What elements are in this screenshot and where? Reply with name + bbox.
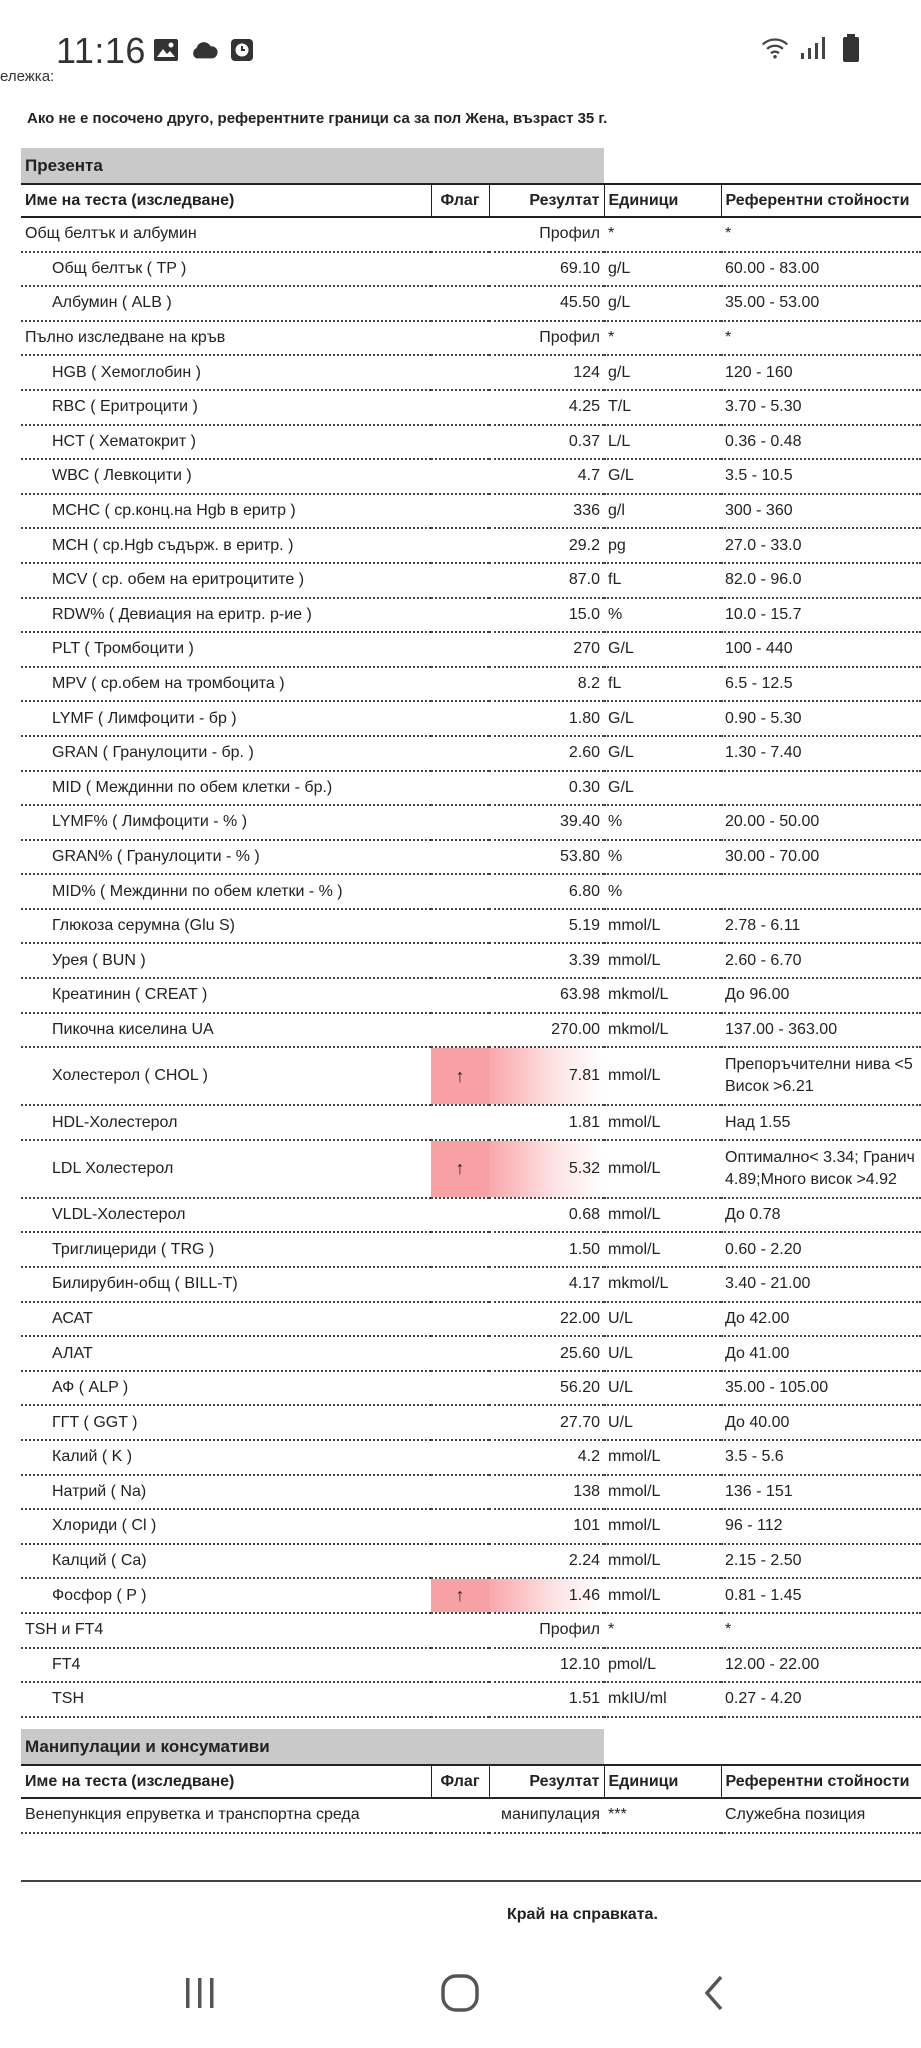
cell-test-name: MID ( Междинни по обем клетки - бр.) xyxy=(21,771,431,806)
cell-units: mmol/L xyxy=(604,1440,721,1475)
table-row xyxy=(21,1648,921,1683)
cell-units: g/L xyxy=(604,286,721,321)
cell-reference: До 0.78 xyxy=(721,1198,921,1233)
table-row xyxy=(21,286,921,321)
table-row xyxy=(21,598,921,633)
table-row xyxy=(21,874,921,909)
table-row xyxy=(21,1047,921,1105)
cell-units: fL xyxy=(604,563,721,598)
cell-result: 1.51 xyxy=(489,1682,604,1717)
cell-flag xyxy=(431,1544,489,1579)
cell-result: 69.10 xyxy=(489,252,604,287)
cell-flag xyxy=(431,1405,489,1440)
cell-result: 3.39 xyxy=(489,943,604,978)
table-row xyxy=(21,736,921,771)
cell-result: 8.2 xyxy=(489,667,604,702)
cell-test-name: Фосфор ( P ) xyxy=(21,1578,431,1613)
cell-flag xyxy=(431,1798,489,1833)
cell-test-name: АФ ( ALP ) xyxy=(21,1371,431,1406)
cell-flag xyxy=(431,321,489,356)
status-bar xyxy=(0,0,921,96)
cell-test-name: MCV ( ср. обем на еритроцитите ) xyxy=(21,563,431,598)
cell-result: 15.0 xyxy=(489,598,604,633)
cell-reference: 0.90 - 5.30 xyxy=(721,701,921,736)
table-row xyxy=(21,459,921,494)
cell-units: mkIU/ml xyxy=(604,1682,721,1717)
col-header-ref: Референтни стойности xyxy=(721,1765,921,1798)
cell-reference: 0.81 - 1.45 xyxy=(721,1578,921,1613)
cell-result: 270 xyxy=(489,632,604,667)
cell-reference: 100 - 440 xyxy=(721,632,921,667)
table-row xyxy=(21,667,921,702)
table-row xyxy=(21,771,921,806)
cell-test-name: MCH ( ср.Hgb съдърж. в еритр. ) xyxy=(21,528,431,563)
cell-reference: 300 - 360 xyxy=(721,494,921,529)
cell-reference: * xyxy=(721,321,921,356)
cell-units: fL xyxy=(604,667,721,702)
table-row xyxy=(21,1509,921,1544)
cell-units: pg xyxy=(604,528,721,563)
cell-reference: 35.00 - 53.00 xyxy=(721,286,921,321)
cell-flag xyxy=(431,771,489,806)
cell-units: mmol/L xyxy=(604,1475,721,1510)
cell-result: 53.80 xyxy=(489,840,604,875)
table-row xyxy=(21,1232,921,1267)
cell-reference: 3.40 - 21.00 xyxy=(721,1267,921,1302)
cell-flag: ↑ xyxy=(431,1140,489,1198)
report-end-divider xyxy=(21,1880,921,1882)
cell-test-name: PLT ( Тромбоцити ) xyxy=(21,632,431,667)
cell-result: 22.00 xyxy=(489,1302,604,1337)
table-header-row xyxy=(21,184,921,217)
cell-units: mmol/L xyxy=(604,909,721,944)
cell-test-name: Глюкоза серумна (Glu S) xyxy=(21,909,431,944)
cell-test-name: GRAN% ( Гранулоцити - % ) xyxy=(21,840,431,875)
cell-reference: Препоръчителни нива <5 Висок >6.21 xyxy=(721,1047,921,1105)
cell-test-name: LYMF ( Лимфоцити - бр ) xyxy=(21,701,431,736)
reference-intro: Ако не е посочено друго, референтните граници са за пол Жена, възраст 35 г. xyxy=(27,110,608,127)
cell-reference: До 40.00 xyxy=(721,1405,921,1440)
cell-reference: До 41.00 xyxy=(721,1336,921,1371)
cell-reference: 20.00 - 50.00 xyxy=(721,805,921,840)
cell-flag xyxy=(431,1336,489,1371)
cell-test-name: FT4 xyxy=(21,1648,431,1683)
cell-reference: До 42.00 xyxy=(721,1302,921,1337)
cell-reference: 6.5 - 12.5 xyxy=(721,667,921,702)
cell-reference xyxy=(721,771,921,806)
cell-test-name: Общ белтък и албумин xyxy=(21,217,431,252)
cell-reference: Над 1.55 xyxy=(721,1105,921,1140)
clock-app-icon xyxy=(228,36,256,64)
cell-test-name: Триглицериди ( TRG ) xyxy=(21,1232,431,1267)
cell-flag xyxy=(431,1198,489,1233)
navigation-bar xyxy=(0,1938,921,2048)
cell-units: G/L xyxy=(604,459,721,494)
table-row xyxy=(21,1544,921,1579)
cell-flag xyxy=(431,217,489,252)
cell-flag xyxy=(431,978,489,1013)
cell-test-name: Общ белтък ( TP ) xyxy=(21,252,431,287)
cell-result: 0.37 xyxy=(489,425,604,460)
cell-units: mkmol/L xyxy=(604,1013,721,1048)
col-header-units: Единици xyxy=(604,1765,721,1798)
signal-icon xyxy=(799,34,827,62)
battery-icon xyxy=(837,34,865,62)
col-header-name: Име на теста (изследване) xyxy=(21,1765,431,1798)
cell-flag xyxy=(431,1105,489,1140)
cell-result: 5.19 xyxy=(489,909,604,944)
cell-test-name: MCHC ( ср.конц.на Hgb в еритр ) xyxy=(21,494,431,529)
table-row xyxy=(21,217,921,252)
cell-test-name: HGB ( Хемоглобин ) xyxy=(21,355,431,390)
cell-flag xyxy=(431,494,489,529)
cell-reference: 2.60 - 6.70 xyxy=(721,943,921,978)
cell-units: % xyxy=(604,805,721,840)
cell-flag xyxy=(431,1648,489,1683)
cell-flag xyxy=(431,1440,489,1475)
cell-units: U/L xyxy=(604,1336,721,1371)
cell-test-name: HCT ( Хематокрит ) xyxy=(21,425,431,460)
cell-flag xyxy=(431,1232,489,1267)
table-row xyxy=(21,425,921,460)
cell-test-name: LYMF% ( Лимфоцити - % ) xyxy=(21,805,431,840)
cell-result: 6.80 xyxy=(489,874,604,909)
table-row xyxy=(21,1798,921,1833)
cell-result: 138 xyxy=(489,1475,604,1510)
cell-flag xyxy=(431,1013,489,1048)
cell-result: 5.32 xyxy=(489,1140,604,1198)
table-row xyxy=(21,1613,921,1648)
table-row xyxy=(21,494,921,529)
table-row xyxy=(21,840,921,875)
cell-reference: 120 - 160 xyxy=(721,355,921,390)
cell-units: * xyxy=(604,1613,721,1648)
cell-reference: 3.70 - 5.30 xyxy=(721,390,921,425)
cell-reference: Служебна позиция xyxy=(721,1798,921,1833)
cell-result: 63.98 xyxy=(489,978,604,1013)
cell-result: 45.50 xyxy=(489,286,604,321)
status-time: 11:16 xyxy=(56,30,146,71)
cell-flag xyxy=(431,1682,489,1717)
table-row xyxy=(21,805,921,840)
cell-result: 4.7 xyxy=(489,459,604,494)
cell-units: G/L xyxy=(604,632,721,667)
cell-test-name: Пикочна киселина UA xyxy=(21,1013,431,1048)
cell-reference: 82.0 - 96.0 xyxy=(721,563,921,598)
cell-result: 336 xyxy=(489,494,604,529)
cell-reference: 60.00 - 83.00 xyxy=(721,252,921,287)
cell-reference: * xyxy=(721,1613,921,1648)
cell-units: mmol/L xyxy=(604,1140,721,1198)
cell-units: L/L xyxy=(604,425,721,460)
cell-test-name: Холестерол ( CHOL ) xyxy=(21,1047,431,1105)
cell-test-name: RBC ( Еритроцити ) xyxy=(21,390,431,425)
results-body-manipulations xyxy=(21,1798,921,1833)
note-label: ележка: xyxy=(0,68,55,85)
cell-units: U/L xyxy=(604,1302,721,1337)
cell-units: G/L xyxy=(604,771,721,806)
cell-result: 56.20 xyxy=(489,1371,604,1406)
results-table-manipulations xyxy=(21,1764,921,1834)
cell-reference: 137.00 - 363.00 xyxy=(721,1013,921,1048)
cell-result: 27.70 xyxy=(489,1405,604,1440)
cell-result: Профил xyxy=(489,1613,604,1648)
cell-units: mmol/L xyxy=(604,1198,721,1233)
cell-units: g/L xyxy=(604,355,721,390)
results-table-presenta xyxy=(21,183,921,1718)
cell-reference: 3.5 - 10.5 xyxy=(721,459,921,494)
cell-test-name: RDW% ( Девиация на еритр. р-ие ) xyxy=(21,598,431,633)
cell-flag xyxy=(431,598,489,633)
cell-flag xyxy=(431,355,489,390)
cell-reference: * xyxy=(721,217,921,252)
cell-test-name: Креатинин ( CREAT ) xyxy=(21,978,431,1013)
cell-test-name: MID% ( Междинни по обем клетки - % ) xyxy=(21,874,431,909)
cell-test-name: MPV ( ср.обем на тромбоцита ) xyxy=(21,667,431,702)
cell-units: U/L xyxy=(604,1371,721,1406)
cell-reference: 12.00 - 22.00 xyxy=(721,1648,921,1683)
section-header-presenta: Презента xyxy=(21,148,604,183)
cell-test-name: VLDL-Холестерол xyxy=(21,1198,431,1233)
table-row xyxy=(21,1371,921,1406)
back-icon[interactable] xyxy=(684,1968,744,2018)
cell-flag xyxy=(431,459,489,494)
table-row xyxy=(21,528,921,563)
cell-flag xyxy=(431,1613,489,1648)
cell-units: G/L xyxy=(604,736,721,771)
cell-result: 87.0 xyxy=(489,563,604,598)
cell-result: 101 xyxy=(489,1509,604,1544)
cell-flag xyxy=(431,1302,489,1337)
cell-result: Профил xyxy=(489,321,604,356)
cell-units: T/L xyxy=(604,390,721,425)
cell-result: 0.68 xyxy=(489,1198,604,1233)
cell-result: 1.80 xyxy=(489,701,604,736)
cell-flag: ↑ xyxy=(431,1578,489,1613)
cell-reference: 10.0 - 15.7 xyxy=(721,598,921,633)
cell-test-name: Билирубин-общ ( BILL-T) xyxy=(21,1267,431,1302)
cell-units: mmol/L xyxy=(604,1509,721,1544)
home-icon[interactable] xyxy=(430,1968,490,2018)
cell-test-name: Албумин ( ALB ) xyxy=(21,286,431,321)
cell-units: mmol/L xyxy=(604,1544,721,1579)
cell-reference: 2.15 - 2.50 xyxy=(721,1544,921,1579)
cell-result: 12.10 xyxy=(489,1648,604,1683)
cell-units: G/L xyxy=(604,701,721,736)
cell-result: Профил xyxy=(489,217,604,252)
cell-reference: 0.36 - 0.48 xyxy=(721,425,921,460)
cell-flag xyxy=(431,805,489,840)
cell-flag xyxy=(431,736,489,771)
cell-test-name: LDL Холестерол xyxy=(21,1140,431,1198)
cell-units: mkmol/L xyxy=(604,1267,721,1302)
cell-reference: 136 - 151 xyxy=(721,1475,921,1510)
cell-units: g/L xyxy=(604,252,721,287)
cell-result: 1.81 xyxy=(489,1105,604,1140)
section-header-manipulations: Манипулации и консумативи xyxy=(21,1729,604,1764)
cell-result: 2.24 xyxy=(489,1544,604,1579)
cell-flag xyxy=(431,909,489,944)
col-header-result: Резултат xyxy=(489,1765,604,1798)
cell-reference: 1.30 - 7.40 xyxy=(721,736,921,771)
cell-reference: 96 - 112 xyxy=(721,1509,921,1544)
cell-units: mmol/L xyxy=(604,943,721,978)
cell-flag: ↑ xyxy=(431,1047,489,1105)
cell-flag xyxy=(431,701,489,736)
cell-result: манипулация xyxy=(489,1798,604,1833)
cell-reference: 30.00 - 70.00 xyxy=(721,840,921,875)
cell-reference: 0.60 - 2.20 xyxy=(721,1232,921,1267)
cell-test-name: АСАТ xyxy=(21,1302,431,1337)
cell-flag xyxy=(431,667,489,702)
table-row xyxy=(21,321,921,356)
status-right-icons xyxy=(761,34,865,62)
cell-reference xyxy=(721,874,921,909)
cell-test-name: Венепункция епруветка и транспортна среда xyxy=(21,1798,431,1833)
cell-units: U/L xyxy=(604,1405,721,1440)
table-row xyxy=(21,355,921,390)
cell-flag xyxy=(431,286,489,321)
cell-units: pmol/L xyxy=(604,1648,721,1683)
col-header-flag: Флаг xyxy=(431,1765,489,1798)
cell-flag xyxy=(431,563,489,598)
table-row xyxy=(21,701,921,736)
col-header-result: Резултат xyxy=(489,184,604,217)
cell-test-name: Калций ( Ca) xyxy=(21,1544,431,1579)
table-row xyxy=(21,252,921,287)
cell-result: 124 xyxy=(489,355,604,390)
cell-reference: 27.0 - 33.0 xyxy=(721,528,921,563)
cell-test-name: Урея ( BUN ) xyxy=(21,943,431,978)
cell-flag xyxy=(431,874,489,909)
col-header-name: Име на теста (изследване) xyxy=(21,184,431,217)
table-row xyxy=(21,1198,921,1233)
cell-flag xyxy=(431,1509,489,1544)
cell-test-name: Натрий ( Na) xyxy=(21,1475,431,1510)
cell-test-name: Калий ( K ) xyxy=(21,1440,431,1475)
cell-test-name: TSH xyxy=(21,1682,431,1717)
cell-result: 4.2 xyxy=(489,1440,604,1475)
cell-reference: 0.27 - 4.20 xyxy=(721,1682,921,1717)
cell-result: 29.2 xyxy=(489,528,604,563)
cell-units: % xyxy=(604,840,721,875)
status-left-icons xyxy=(152,36,256,64)
cell-units: % xyxy=(604,874,721,909)
table-row xyxy=(21,390,921,425)
cell-flag xyxy=(431,1371,489,1406)
cell-units: *** xyxy=(604,1798,721,1833)
cell-test-name: Пълно изследване на кръв xyxy=(21,321,431,356)
table-header-row xyxy=(21,1765,921,1798)
col-header-units: Единици xyxy=(604,184,721,217)
cell-units: mmol/L xyxy=(604,1578,721,1613)
cell-test-name: HDL-Холестерол xyxy=(21,1105,431,1140)
cell-units: mmol/L xyxy=(604,1047,721,1105)
table-row xyxy=(21,909,921,944)
cell-result: 1.46 xyxy=(489,1578,604,1613)
cell-reference: До 96.00 xyxy=(721,978,921,1013)
cell-reference: Оптимално< 3.34; Гранич 4.89;Много висок >4.92 xyxy=(721,1140,921,1198)
col-header-ref: Референтни стойности xyxy=(721,184,921,217)
col-header-flag: Флаг xyxy=(431,184,489,217)
cloud-icon xyxy=(190,36,218,64)
cell-result: 39.40 xyxy=(489,805,604,840)
cell-flag xyxy=(431,390,489,425)
report-end-text: Край на справката. xyxy=(507,1906,658,1923)
gallery-icon xyxy=(152,36,180,64)
cell-flag xyxy=(431,252,489,287)
table-row xyxy=(21,563,921,598)
cell-units: mkmol/L xyxy=(604,978,721,1013)
cell-test-name: ГГТ ( GGT ) xyxy=(21,1405,431,1440)
cell-test-name: GRAN ( Гранулоцити - бр. ) xyxy=(21,736,431,771)
cell-test-name: TSH и FT4 xyxy=(21,1613,431,1648)
table-row xyxy=(21,1140,921,1198)
table-row xyxy=(21,1302,921,1337)
results-body-presenta xyxy=(21,217,921,1717)
table-row xyxy=(21,1440,921,1475)
cell-flag xyxy=(431,1267,489,1302)
table-row xyxy=(21,1578,921,1613)
cell-units: % xyxy=(604,598,721,633)
cell-result: 25.60 xyxy=(489,1336,604,1371)
cell-result: 4.25 xyxy=(489,390,604,425)
cell-reference: 3.5 - 5.6 xyxy=(721,1440,921,1475)
recents-icon[interactable] xyxy=(170,1968,230,2018)
cell-flag xyxy=(431,632,489,667)
cell-units: mmol/L xyxy=(604,1105,721,1140)
cell-result: 7.81 xyxy=(489,1047,604,1105)
table-row xyxy=(21,632,921,667)
table-row xyxy=(21,1013,921,1048)
table-row xyxy=(21,1682,921,1717)
cell-result: 4.17 xyxy=(489,1267,604,1302)
cell-units: * xyxy=(604,217,721,252)
cell-reference: 35.00 - 105.00 xyxy=(721,1371,921,1406)
table-row xyxy=(21,978,921,1013)
cell-test-name: АЛАТ xyxy=(21,1336,431,1371)
cell-result: 2.60 xyxy=(489,736,604,771)
table-row xyxy=(21,1267,921,1302)
cell-test-name: Хлориди ( Cl ) xyxy=(21,1509,431,1544)
cell-flag xyxy=(431,943,489,978)
cell-units: * xyxy=(604,321,721,356)
cell-result: 1.50 xyxy=(489,1232,604,1267)
cell-flag xyxy=(431,840,489,875)
cell-units: mmol/L xyxy=(604,1232,721,1267)
cell-flag xyxy=(431,528,489,563)
table-row xyxy=(21,1336,921,1371)
table-row xyxy=(21,1105,921,1140)
table-row xyxy=(21,1405,921,1440)
cell-flag xyxy=(431,425,489,460)
cell-units: g/l xyxy=(604,494,721,529)
cell-flag xyxy=(431,1475,489,1510)
cell-result: 270.00 xyxy=(489,1013,604,1048)
cell-reference: 2.78 - 6.11 xyxy=(721,909,921,944)
cell-result: 0.30 xyxy=(489,771,604,806)
wifi-icon xyxy=(761,34,789,62)
table-row xyxy=(21,943,921,978)
cell-test-name: WBC ( Левкоцити ) xyxy=(21,459,431,494)
table-row xyxy=(21,1475,921,1510)
